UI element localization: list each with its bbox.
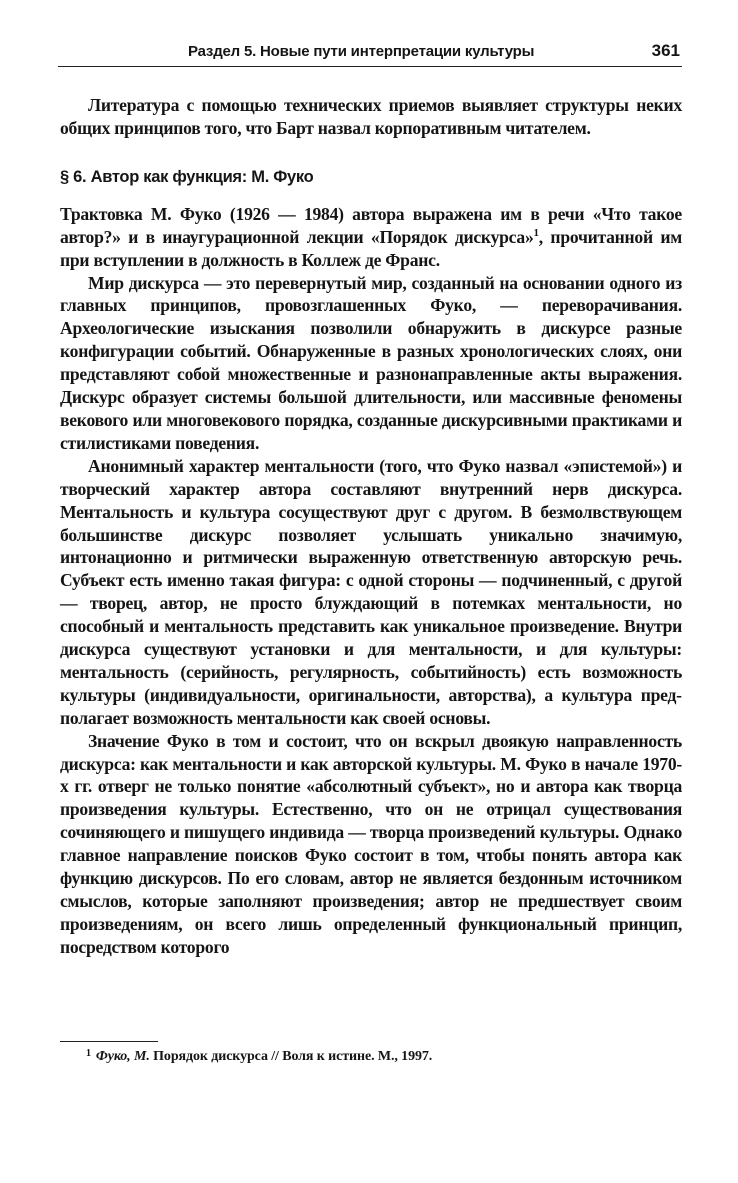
paragraph-1 bbox=[60, 203, 682, 272]
intro-paragraph: Литература с помощью технических приемов выявляет структуры неких общих принципов того, что Барт назвал корпоративным читателем. bbox=[60, 95, 682, 138]
footnote-author: Фуко, М. bbox=[95, 1049, 150, 1064]
footnote-marker: 1 bbox=[86, 1048, 91, 1059]
running-title: Раздел 5. Новые пути интерпретации культуры bbox=[188, 43, 535, 60]
footnote-divider bbox=[60, 1041, 158, 1042]
section-heading: § 6. Автор как функция: М. Фуко bbox=[60, 167, 314, 186]
page-number: 361 bbox=[651, 41, 680, 60]
footnote-text: Порядок дискурса // Воля к истине. М., 1997. bbox=[153, 1049, 433, 1064]
footnote-reference[interactable]: 1 bbox=[533, 226, 539, 239]
paragraph-1-text-after: , прочитанной им при вступлении в должность в Коллеж де Франс. bbox=[60, 226, 682, 270]
paragraph-1-text: Трактовка М. Фуко (1926 — 1984) автора выражена им в речи «Что такое автор?» и в инаугурационной лекции «Порядок дискурса» bbox=[60, 203, 682, 247]
paragraph-3: Анонимный характер ментальности (того, что Фуко назвал «эпистемой») и творческий характер автора составляют внутренний нерв дискурса. Ментальность и культура сосуществуют друг с другом. В безмолвствующем большинстве дискурс позволяет услышать уникально значимую, интонационно и ритмически выраженную ответственную авторскую речь. Субъект есть именно такая фигура: с одной стороны — подчиненный, с другой — творец, автор, не просто блуждающий в потемках ментальности, но способный и ментальность представить как уникальное произведение. Внутри дискурса существуют установки и для ментальности, и для культуры: ментальность (серийность, регулярность, событийность) есть возможность культуры (индивидуальности, оригинальности, авторства), а культура предполагает возможность ментальности как своей основы. bbox=[60, 455, 682, 728]
paragraph-2: Мир дискурса — это перевернутый мир, созданный на основании одного из главных принципов, провозглашенных Фуко, — переворачивания. Археологические изыскания позволили обнаружить в дискурсе разные конфигурации событий. Обнаруженные в разных хронологических слоях, они представляют собой множественные и разнонаправленные акты выражения. Дискурс образует системы большой длительности, или массивные феномены векового или многовекового порядка, созданные дискурсивными практиками и стилистиками поведения. bbox=[60, 272, 682, 453]
footnote bbox=[86, 1048, 432, 1065]
body-text bbox=[60, 94, 682, 959]
paragraph-4: Значение Фуко в том и состоит, что он вскрыл двоякую направленность дискурса: как ментальности и как авторской культуры. М. Фуко в начале 1970-х гг. отверг не только понятие «абсолютный субъект», но и автора как творца произведения культуры. Естественно, что он не отрицал существования сочиняющего и пишущего индивида — творца произведений культуры. Однако главное направление поисков Фуко состоит в том, чтобы понять автора как функцию дискурсов. По его словам, автор не является бездонным источником смыслов, которые заполняют произведения; автор не предшествует своим произведениям, он всего лишь определенный функциональный принцип, посредством которого bbox=[60, 730, 682, 957]
running-header bbox=[58, 40, 682, 67]
